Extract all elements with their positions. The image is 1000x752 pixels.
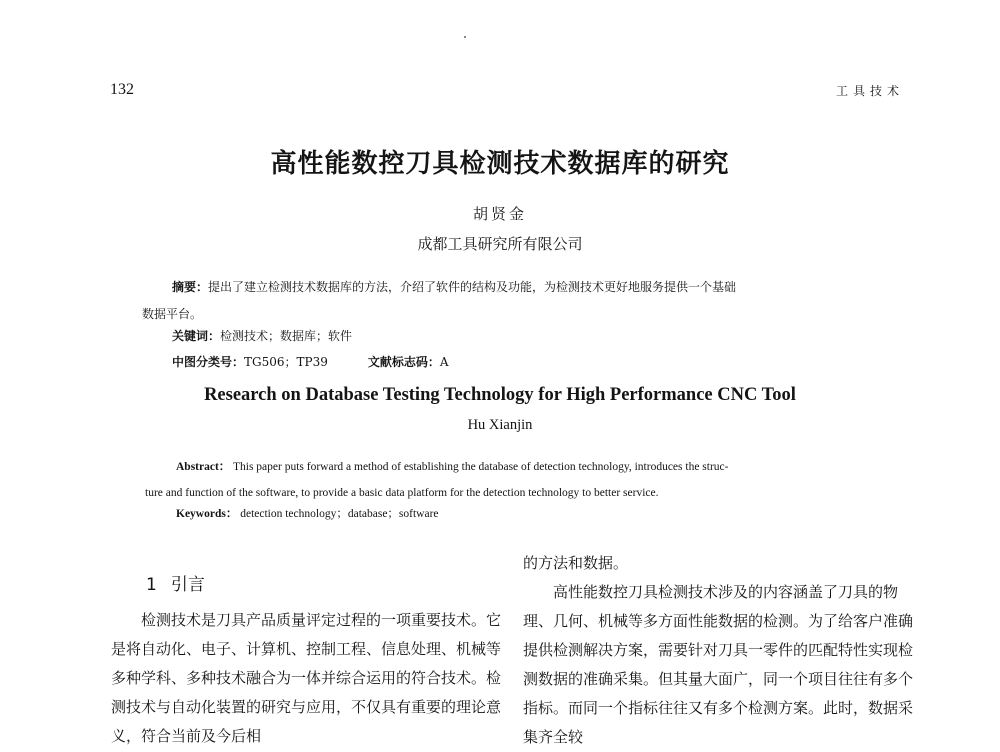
abstract-en-label: Abstract： (176, 461, 231, 473)
keywords-en-text: detection technology；database；software (240, 508, 439, 520)
keywords-en (176, 505, 439, 521)
clc-value: TG506；TP39 (244, 355, 328, 369)
classification-line (172, 353, 449, 370)
abstract-cn-line2: 数据平台。 (142, 307, 203, 321)
left-column (111, 606, 501, 751)
clc-label: 中图分类号： (172, 355, 245, 369)
keywords-cn-text: 检测技术；数据库；软件 (220, 329, 353, 343)
abstract-en-line1: This paper puts forward a method of establishing the database of detection technology, introduces the struc- (232, 461, 729, 473)
journal-name: 工具技术 (835, 84, 904, 98)
section-number: 1 (146, 575, 157, 595)
doc-code-value: A (439, 355, 449, 369)
abstract-en-line2: ture and function of the software, to provide a basic data platform for the detection technology to better service. (145, 487, 659, 499)
page-number: 132 (110, 81, 134, 98)
abstract-cn-label: 摘要： (172, 280, 209, 294)
keywords-cn-label: 关键词： (172, 329, 221, 343)
section-title: 引言 (170, 575, 205, 595)
organization-cn: 成都工具研究所有限公司 (417, 235, 583, 253)
abstract-cn (142, 274, 872, 328)
right-paragraph: 高性能数控刀具检测技术涉及的内容涵盖了刀具的物理、几何、机械等多方面性能数据的检测。为了给客户准确提供检测解决方案，需要针对刀具一零件的匹配特性实现检测数据的准确采集。但其量大面广，同一个项目往往有多个指标。而同一个指标往往又有多个检测方案。此时，数据采集齐全较 (523, 583, 914, 746)
doc-code-label: 文献标志码： (367, 355, 440, 369)
paper-title-cn: 高性能数控刀具检测技术数据库的研究 (270, 149, 730, 179)
scan-speck (464, 36, 466, 38)
left-paragraph: 检测技术是刀具产品质量评定过程的一项重要技术。它是将自动化、电子、计算机、控制工程、信息处理、机械等多种学科、多种技术融合为一体并综合运用的符合技术。检测技术与自动化装置的研究与应用，不仅具有重要的理论意义，符合当前及今后相 (111, 611, 502, 745)
paper-title-en: Research on Database Testing Technology for High Performance CNC Tool (204, 385, 796, 405)
keywords-en-label: Keywords： (176, 508, 238, 520)
right-column (523, 549, 913, 752)
section-heading (146, 570, 205, 595)
keywords-cn (172, 327, 352, 344)
author-en: Hu Xianjin (467, 417, 533, 433)
abstract-en (145, 454, 876, 506)
right-top-line: 的方法和数据。 (523, 554, 629, 572)
abstract-cn-line1: 提出了建立检测技术数据库的方法，介绍了软件的结构及功能，为检测技术更好地服务提供一个基础 (208, 280, 737, 294)
author-cn: 胡贤金 (472, 205, 527, 223)
